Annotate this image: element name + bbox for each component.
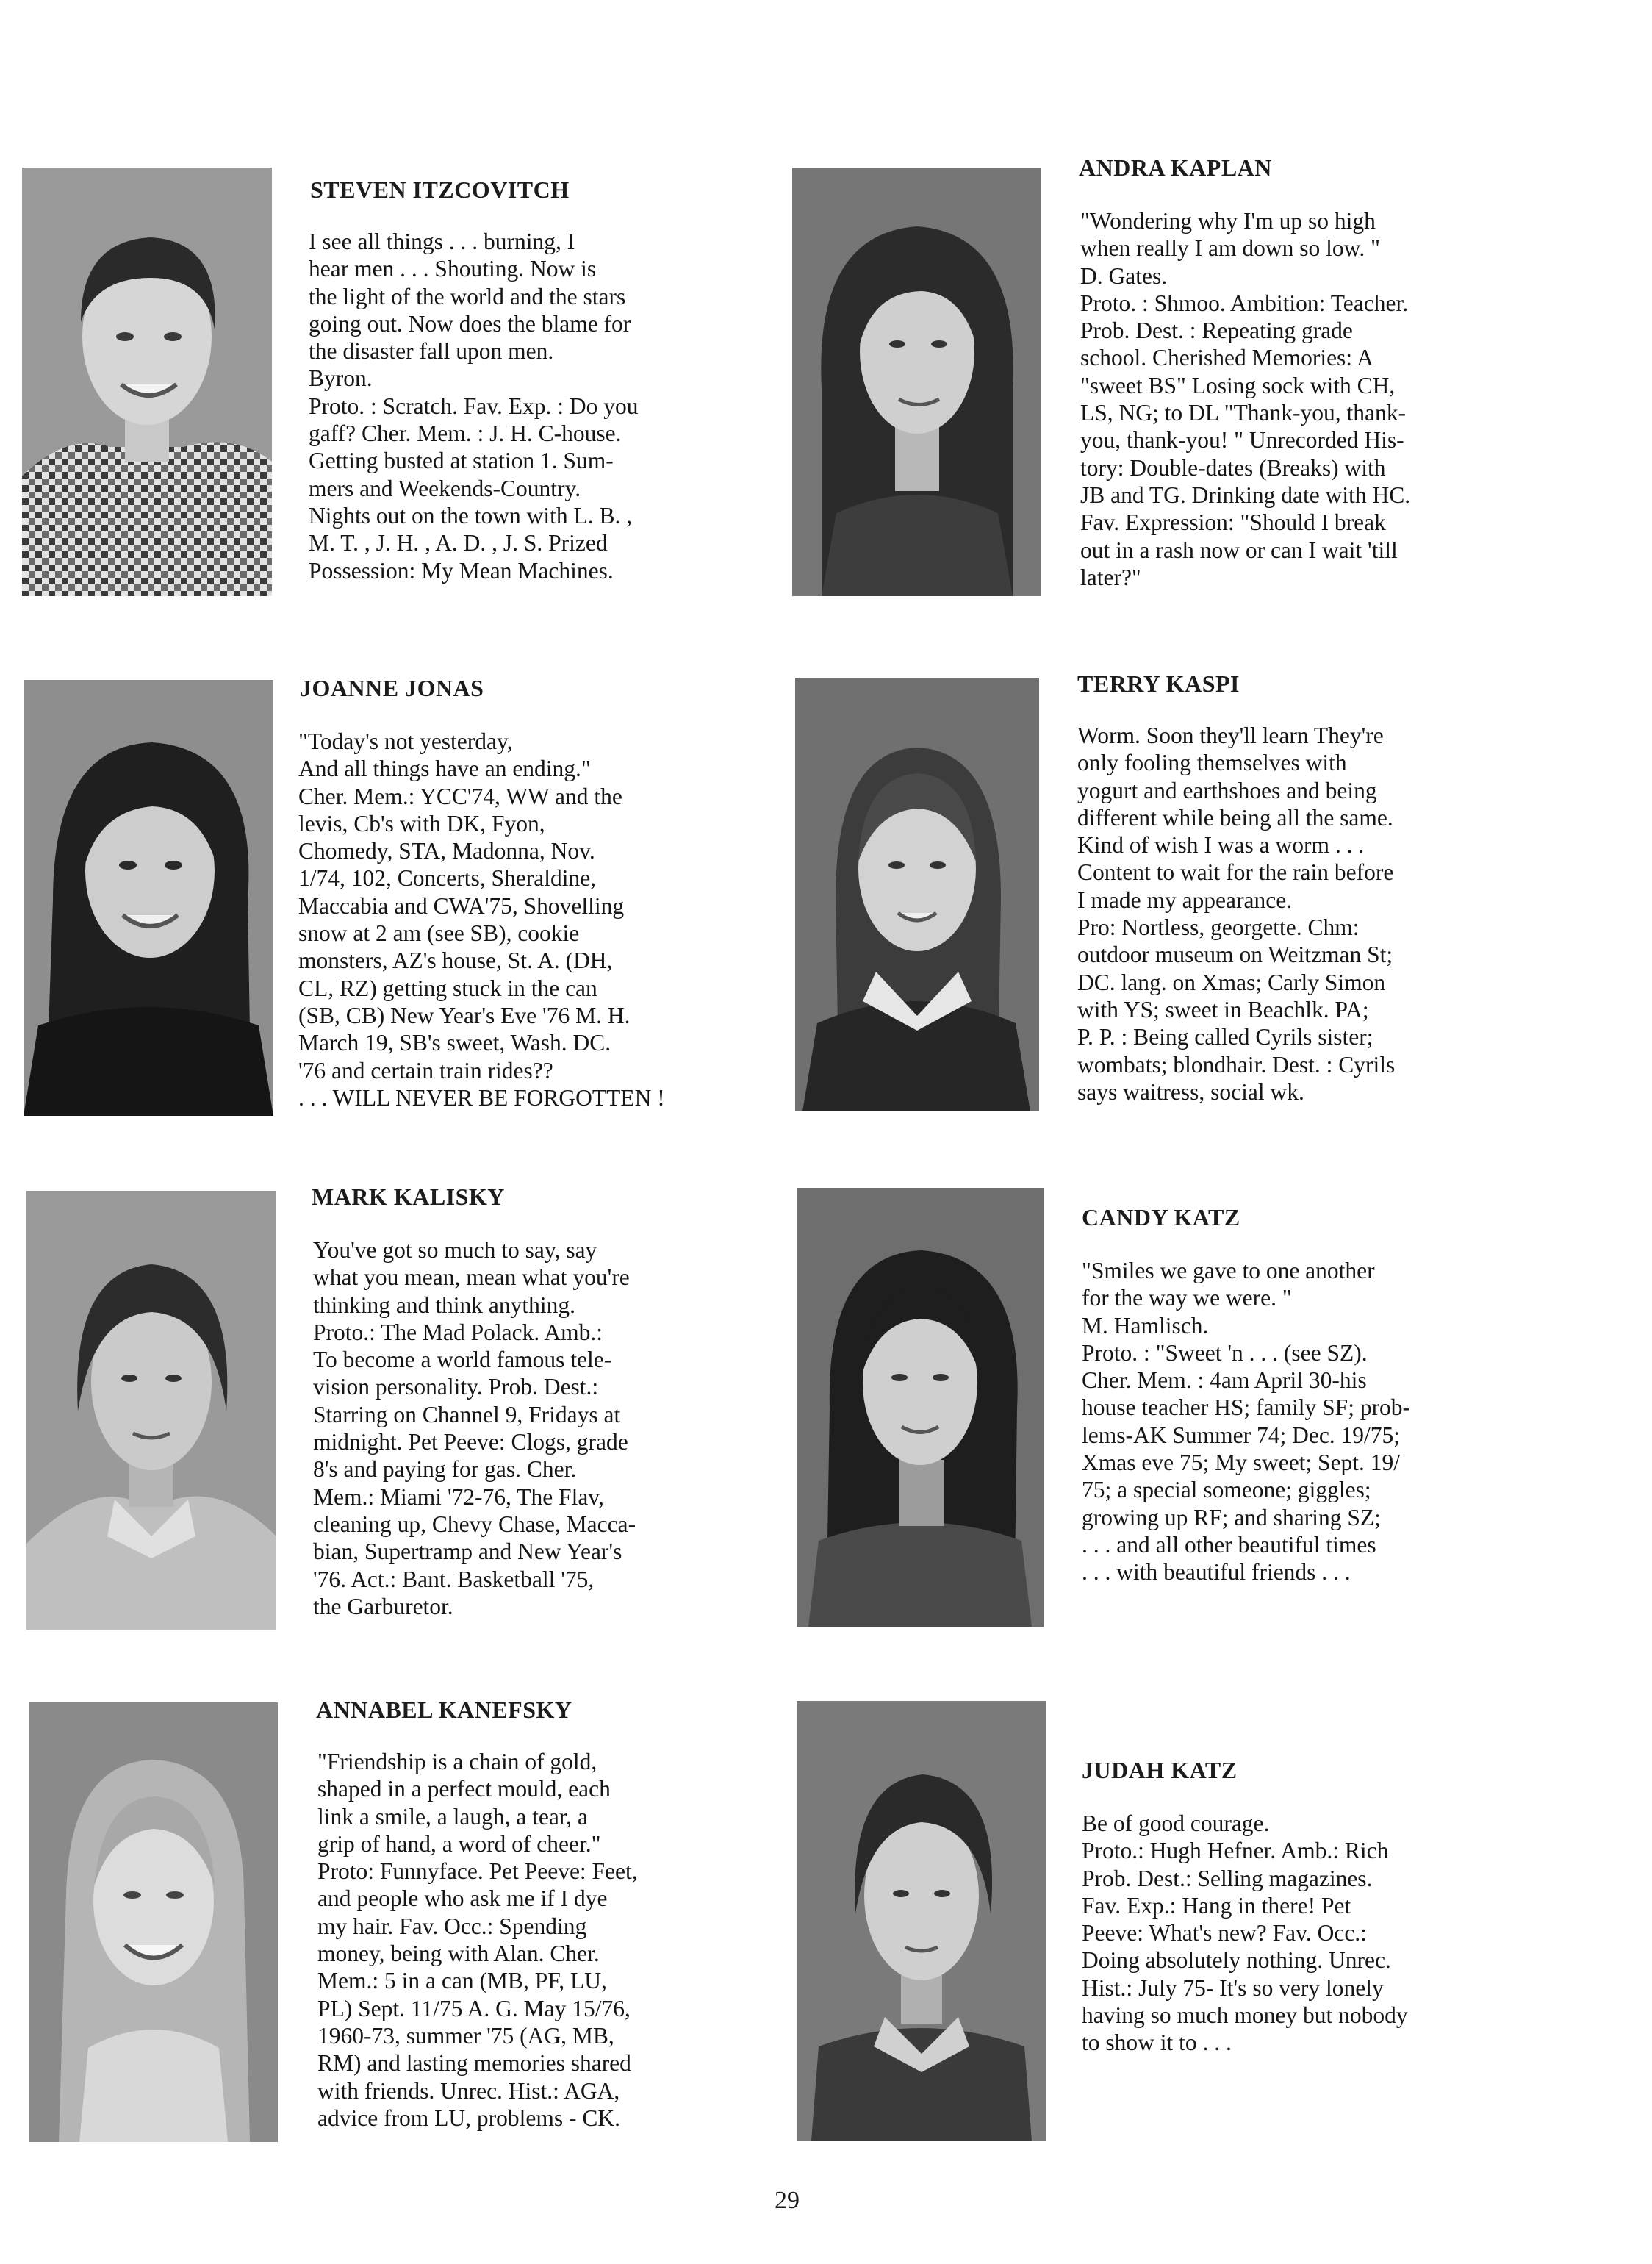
portrait-illustration [797, 1188, 1044, 1627]
bio-line: Possession: My Mean Machines. [309, 557, 614, 584]
bio-line: 1960-73, summer '75 (AG, MB, [317, 2022, 614, 2049]
bio-line: P. P. : Being called Cyrils sister; [1077, 1024, 1373, 1050]
bio-line: what you mean, mean what you're [313, 1264, 630, 1291]
bio-line: Proto.: The Mad Polack. Amb.: [313, 1319, 603, 1345]
bio-line: 75; a special someone; giggles; [1082, 1477, 1371, 1503]
bio-line: Cher. Mem. : 4am April 30-his [1082, 1367, 1367, 1394]
student-portrait-photo [26, 1191, 276, 1630]
bio-line: D. Gates. [1080, 262, 1168, 289]
bio-line: Proto. : "Sweet 'n . . . (see SZ). [1082, 1339, 1368, 1366]
student-portrait-photo [24, 680, 273, 1116]
bio-line: different while being all the same. [1077, 804, 1393, 831]
student-portrait-photo [795, 678, 1039, 1111]
bio-line: vision personality. Prob. Dest.: [313, 1374, 599, 1400]
bio-line: lems-AK Summer 74; Dec. 19/75; [1082, 1422, 1401, 1448]
bio-line: Chomedy, STA, Madonna, Nov. [298, 838, 595, 864]
bio-line: house teacher HS; family SF; prob- [1082, 1394, 1411, 1421]
bio-line: I see all things . . . burning, I [309, 229, 575, 254]
bio-line: and people who ask me if I dye [317, 1885, 608, 1912]
bio-line: Be of good courage. [1082, 1810, 1270, 1836]
bio-line: the Garburetor. [313, 1593, 453, 1619]
student-bio [1077, 722, 1395, 1106]
bio-line: "Friendship is a chain of gold, [317, 1749, 597, 1774]
portrait-illustration [795, 678, 1039, 1111]
bio-line: for the way we were. " [1082, 1285, 1292, 1311]
bio-line: . . . and all other beautiful times [1082, 1531, 1376, 1558]
bio-line: to show it to . . . [1082, 2030, 1232, 2056]
bio-line: Kind of wish I was a worm . . . [1077, 832, 1365, 859]
bio-line: with friends. Unrec. Hist.: AGA, [317, 2077, 620, 2104]
bio-line: says waitress, social wk. [1077, 1078, 1304, 1105]
student-bio [313, 1236, 636, 1620]
bio-line: having so much money but nobody [1082, 2002, 1408, 2029]
portrait-illustration [797, 1701, 1046, 2141]
bio-line: midnight. Pet Peeve: Clogs, grade [313, 1429, 628, 1455]
bio-line: And all things have an ending." [298, 756, 591, 782]
bio-line: link a smile, a laugh, a tear, a [317, 1803, 588, 1830]
student-portrait-photo [797, 1701, 1046, 2141]
portrait-illustration [24, 680, 273, 1116]
student-bio [1082, 1257, 1410, 1586]
bio-line: I made my appearance. [1077, 886, 1293, 913]
bio-line: '76 and certain train rides?? [298, 1057, 553, 1083]
bio-line: Prob. Dest. : Repeating grade [1080, 318, 1353, 344]
bio-line: Byron. [309, 365, 373, 392]
bio-line: 1/74, 102, Concerts, Sheraldine, [298, 865, 597, 892]
bio-line: LS, NG; to DL "Thank-you, thank- [1080, 400, 1406, 426]
bio-line: Proto: Funnyface. Pet Peeve: Feet, [317, 1858, 638, 1885]
bio-line: CL, RZ) getting stuck in the can [298, 975, 597, 1001]
student-bio [1082, 1810, 1408, 2057]
student-portrait-photo [29, 1702, 278, 2142]
bio-line: Doing absolutely nothing. Unrec. [1082, 1947, 1391, 1974]
bio-line: levis, Cb's with DK, Fyon, [298, 810, 545, 837]
bio-line: You've got so much to say, say [313, 1237, 597, 1263]
bio-line: . . . WILL NEVER BE FORGOTTEN ! [298, 1084, 665, 1111]
portrait-illustration [29, 1702, 278, 2142]
bio-line: (SB, CB) New Year's Eve '76 M. H. [298, 1002, 631, 1028]
bio-line: "Today's not yesterday, [298, 728, 513, 754]
student-name: ANNABEL KANEFSKY [316, 1697, 572, 1723]
bio-line: Getting busted at station 1. Sum- [309, 448, 614, 474]
bio-line: "Wondering why I'm up so high [1080, 208, 1376, 234]
student-name: ANDRA KAPLAN [1079, 154, 1272, 181]
bio-line: Cher. Mem.: YCC'74, WW and the [298, 783, 622, 809]
student-name: MARK KALISKY [312, 1183, 505, 1210]
student-name: CANDY KATZ [1082, 1204, 1240, 1230]
bio-line: shaped in a perfect mould, each [317, 1776, 611, 1802]
student-bio [298, 728, 665, 1111]
bio-line: Nights out on the town with L. B. , [309, 502, 633, 529]
student-bio [309, 228, 639, 584]
bio-line: the disaster fall upon men. [309, 338, 554, 365]
bio-line: going out. Now does the blame for [309, 310, 631, 337]
bio-line: hear men . . . Shouting. Now is [309, 256, 597, 282]
student-bio [1080, 207, 1410, 591]
bio-line: out in a rash now or can I wait 'till [1080, 537, 1398, 563]
bio-line: Starring on Channel 9, Fridays at [313, 1401, 621, 1427]
bio-line: DC. lang. on Xmas; Carly Simon [1077, 969, 1386, 995]
student-name: JUDAH KATZ [1082, 1757, 1238, 1783]
bio-line: cleaning up, Chevy Chase, Macca- [313, 1511, 636, 1537]
bio-line: Pro: Nortless, georgette. Chm: [1077, 914, 1360, 941]
bio-line: thinking and think anything. [313, 1292, 575, 1318]
bio-line: with YS; sweet in Beachlk. PA; [1077, 996, 1369, 1022]
bio-line: advice from LU, problems - CK. [317, 2104, 621, 2131]
bio-line: growing up RF; and sharing SZ; [1082, 1504, 1381, 1530]
bio-line: yogurt and earthshoes and being [1077, 777, 1377, 803]
bio-line: Prob. Dest.: Selling magazines. [1082, 1865, 1373, 1891]
bio-line: Mem.: 5 in a can (MB, PF, LU, [317, 1968, 607, 1994]
bio-line: PL) Sept. 11/75 A. G. May 15/76, [317, 1995, 631, 2021]
bio-line: Content to wait for the rain before [1077, 859, 1394, 886]
student-portrait-photo [797, 1188, 1044, 1627]
bio-line: '76. Act.: Bant. Basketball '75, [313, 1566, 595, 1592]
bio-line: tory: Double-dates (Breaks) with [1080, 454, 1386, 481]
bio-line: Worm. Soon they'll learn They're [1077, 723, 1384, 748]
portrait-illustration [26, 1191, 276, 1630]
bio-line: Hist.: July 75- It's so very lonely [1082, 1974, 1384, 2001]
bio-line: my hair. Fav. Occ.: Spending [317, 1913, 587, 1939]
bio-line: M. T. , J. H. , A. D. , J. S. Prized [309, 530, 608, 556]
bio-line: later?" [1080, 564, 1141, 590]
bio-line: when really I am down so low. " [1080, 235, 1380, 262]
bio-line: monsters, AZ's house, St. A. (DH, [298, 947, 613, 974]
bio-line: school. Cherished Memories: A [1080, 345, 1373, 371]
bio-line: Fav. Expression: "Should I break [1080, 509, 1386, 536]
bio-line: Fav. Exp.: Hang in there! Pet [1082, 1892, 1351, 1919]
bio-line: grip of hand, a word of cheer." [317, 1830, 601, 1857]
bio-line: bian, Supertramp and New Year's [313, 1538, 622, 1565]
bio-line: mers and Weekends-Country. [309, 475, 581, 501]
bio-line: gaff? Cher. Mem. : J. H. C-house. [309, 420, 622, 447]
bio-line: Proto. : Shmoo. Ambition: Teacher. [1080, 290, 1409, 316]
bio-line: . . . with beautiful friends . . . [1082, 1559, 1351, 1586]
portrait-illustration [792, 168, 1041, 596]
portrait-illustration [22, 168, 272, 596]
student-name: TERRY KASPI [1077, 670, 1240, 697]
bio-line: Peeve: What's new? Fav. Occ.: [1082, 1920, 1367, 1946]
bio-line: the light of the world and the stars [309, 283, 626, 309]
bio-line: "sweet BS" Losing sock with CH, [1080, 372, 1396, 398]
bio-line: Proto.: Hugh Hefner. Amb.: Rich [1082, 1838, 1389, 1864]
bio-line: To become a world famous tele- [313, 1347, 612, 1373]
bio-line: snow at 2 am (see SB), cookie [298, 920, 580, 947]
bio-line: JB and TG. Drinking date with HC. [1080, 481, 1411, 508]
bio-line: outdoor museum on Weitzman St; [1077, 942, 1393, 968]
bio-line: "Smiles we gave to one another [1082, 1258, 1375, 1283]
bio-line: RM) and lasting memories shared [317, 2050, 631, 2077]
bio-line: Xmas eve 75; My sweet; Sept. 19/ [1082, 1450, 1401, 1476]
bio-line: you, thank-you! " Unrecorded His- [1080, 427, 1404, 454]
student-portrait-photo [22, 168, 272, 596]
bio-line: Proto. : Scratch. Fav. Exp. : Do you [309, 393, 639, 419]
student-name: STEVEN ITZCOVITCH [310, 176, 570, 203]
bio-line: Mem.: Miami '72-76, The Flav, [313, 1483, 604, 1510]
bio-line: 8's and paying for gas. Cher. [313, 1456, 577, 1483]
bio-line: M. Hamlisch. [1082, 1312, 1209, 1339]
bio-line: Maccabia and CWA'75, Shovelling [298, 892, 625, 919]
student-name: JOANNE JONAS [300, 675, 484, 701]
bio-line: money, being with Alan. Cher. [317, 1941, 600, 1967]
bio-line: March 19, SB's sweet, Wash. DC. [298, 1030, 611, 1056]
bio-line: wombats; blondhair. Dest. : Cyrils [1077, 1051, 1396, 1078]
bio-line: only fooling themselves with [1077, 750, 1347, 776]
student-portrait-photo [792, 168, 1041, 596]
student-bio [317, 1748, 638, 2132]
page-number: 29 [775, 2187, 800, 2214]
